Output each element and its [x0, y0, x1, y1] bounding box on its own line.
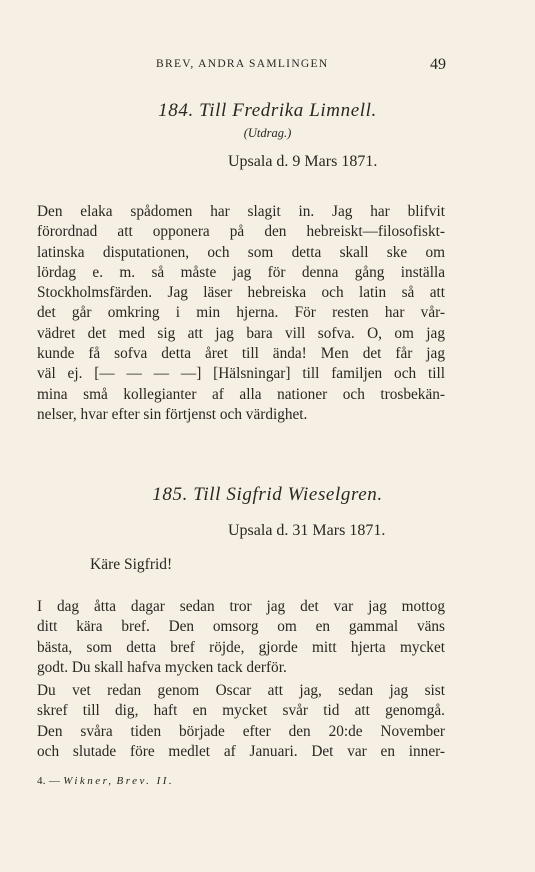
text-line: Den svåra tiden började efter den 20:de November — [37, 722, 445, 740]
text-line: Den elaka spådomen har slagit in. Jag har blifvit — [37, 203, 445, 220]
text-line: I dag åtta dagar sedan tror jag det var jag mottog — [37, 598, 445, 615]
text-line: vädret det med sig att jag bara vill sofva. O, om jag — [37, 324, 445, 342]
text-line: kunde få sofva detta året till ända! Men det får jag — [37, 345, 445, 363]
running-head: BREV, ANDRA SAMLINGEN — [156, 58, 329, 70]
text-line: lördag e. m. så måste jag för denna gång inställa — [37, 263, 445, 281]
text-line: och slutade före medlet af Januari. Det var en inner- — [37, 742, 445, 760]
letter-184-title: 184. Till Fredrika Limnell. — [158, 100, 377, 121]
page-number: 49 — [430, 56, 446, 73]
text-line: nelser, hvar efter sin förtjenst och värdighet. — [37, 405, 308, 423]
signature-mark — [37, 775, 174, 787]
page-header — [36, 58, 446, 78]
text-line: förordnad att opponera på den hebreiskt—filosofiskt- — [37, 223, 445, 241]
letter-185-paragraph-1 — [37, 597, 445, 678]
signature-prefix: 4. — — [37, 775, 61, 787]
text-line: väl ej. [— — — —] [Hälsningar] till familjen och till — [37, 365, 445, 383]
letter-185-salutation: Käre Sigfrid! — [90, 556, 173, 573]
letter-185-place-date: Upsala d. 31 Mars 1871. — [228, 522, 386, 539]
letter-185-title: 185. Till Sigfrid Wieselgren. — [152, 484, 383, 505]
text-line: skref till dig, haft en mycket svår tid att genomgå. — [37, 702, 445, 720]
text-line: Stockholmsfärden. Jag läser hebreiska och latin så att — [37, 284, 445, 302]
letter-184-subtitle: (Utdrag.) — [243, 126, 292, 140]
signature-author: Wikner, — [63, 775, 114, 787]
text-line: det går omkring i min hjerna. För resten har vår- — [37, 304, 445, 322]
text-line: latinska disputationen, och som detta skall ske om — [37, 243, 445, 261]
text-line: ditt kära bref. Den omsorg om en gammal väns — [37, 618, 445, 636]
text-line: godt. Du skall hafva mycken tack derför. — [37, 658, 287, 676]
letter-184-body — [37, 202, 445, 425]
text-line: bästa, som detta bref röjde, gjorde mitt hjerta mycket — [37, 638, 445, 656]
letter-184-place-date: Upsala d. 9 Mars 1871. — [228, 153, 378, 170]
text-line: Du vet redan genom Oscar att jag, sedan jag sist — [37, 682, 445, 699]
letter-185-paragraph-2 — [37, 681, 445, 762]
text-line: mina små kollegianter af alla nationer och trosbekän- — [37, 385, 445, 403]
signature-rest: Brev. II. — [116, 775, 175, 787]
